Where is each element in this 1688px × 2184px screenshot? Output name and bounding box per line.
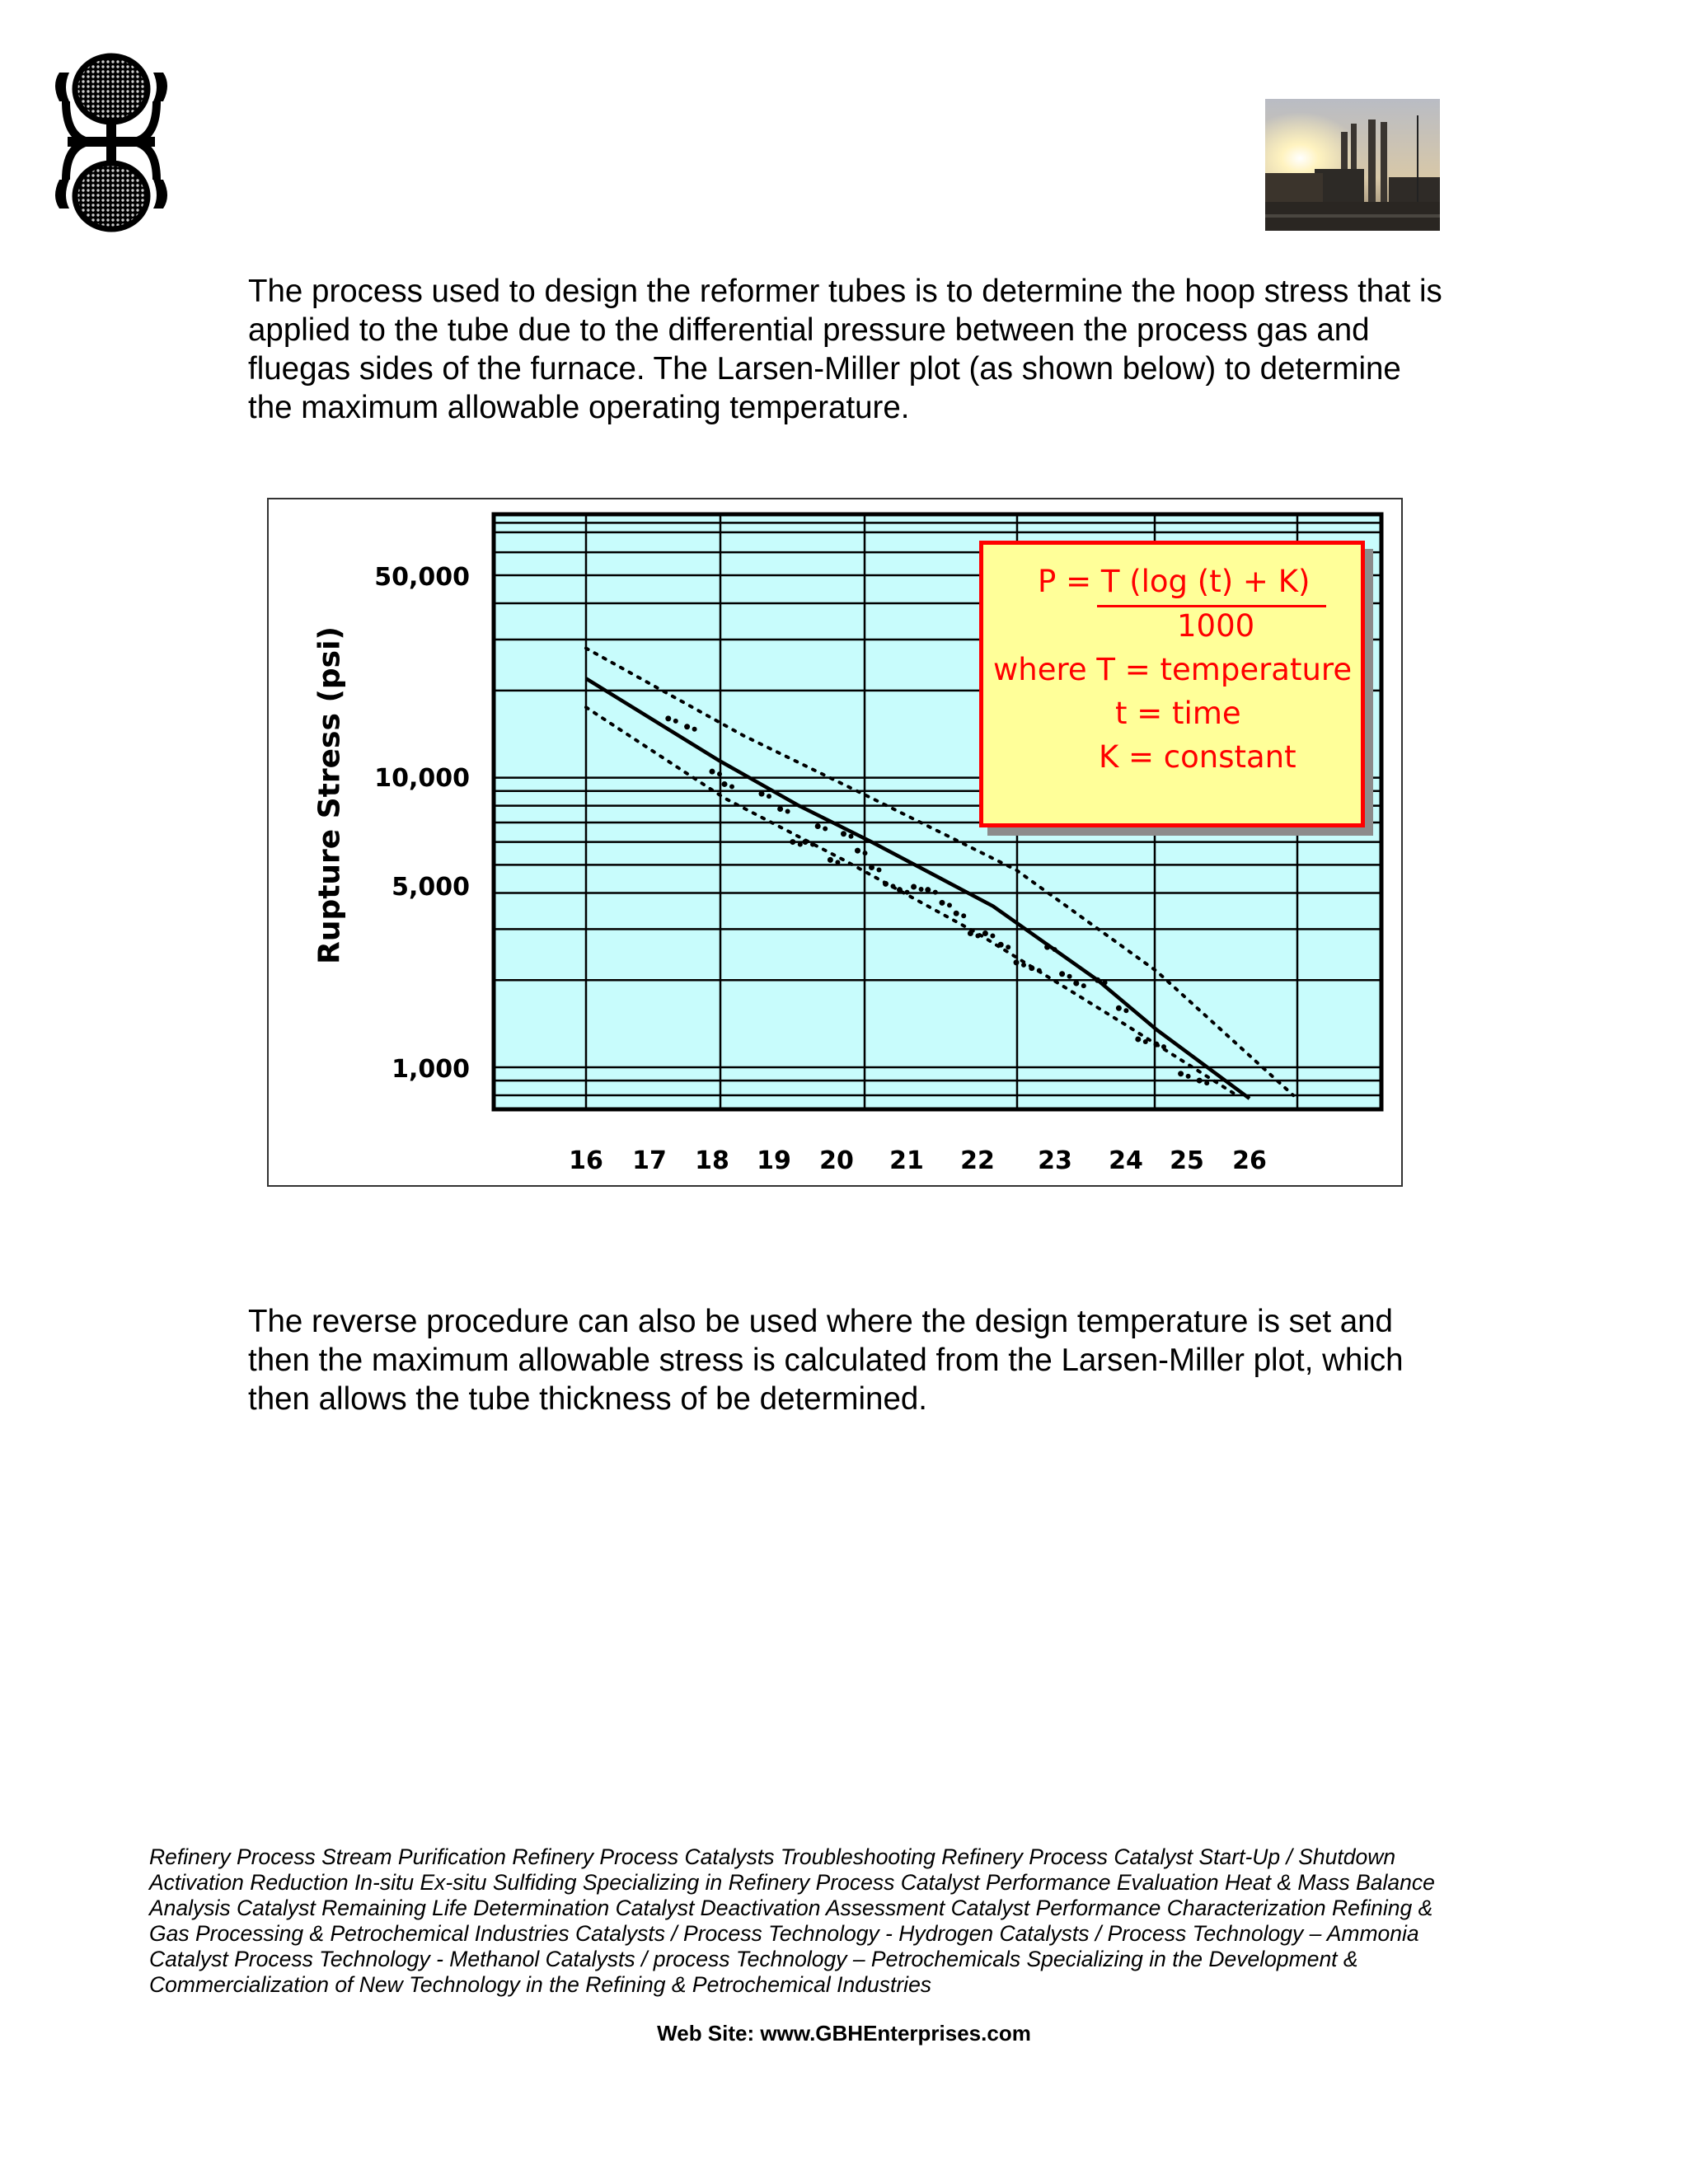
x-tick-label: 24: [1109, 1146, 1143, 1175]
data-point: [1143, 1039, 1148, 1044]
data-point: [823, 826, 828, 831]
data-point: [803, 839, 809, 845]
data-point: [798, 842, 803, 847]
data-point: [1021, 963, 1026, 968]
y-tick-label: 5,000: [392, 873, 470, 902]
data-point: [911, 883, 917, 889]
x-tick-label: 21: [889, 1146, 924, 1175]
data-point: [828, 857, 833, 863]
data-point: [1044, 944, 1050, 950]
footer-services-text: Refinery Process Stream Purification Refinery Process Catalysts Troubleshooting Refinery Process Catalyst Start-Up / Shutdown Activation Reduction In-situ Ex-situ Sulfiding Specializing in Refinery Process Catalyst Performance Evaluation Heat & Mass Balance Analysis Catalyst Remaining Life Determination Catalyst Deactivation Assessment Catalyst Performance Characterization Refining & Gas Processing & Petrochemical Industries Catalysts / Process Technology - Hydrogen Catalysts / Process Technology – Ammonia Catalyst Process Technology - Methanol Catalysts / process Technology – Petrochemicals Specializing in the Development & Commercialization of New Technology in the Refining & Petrochemical Industries: [149, 1844, 1435, 1997]
data-point: [810, 842, 815, 847]
data-point: [684, 724, 690, 729]
data-point: [722, 781, 728, 787]
data-point: [982, 930, 988, 936]
data-point: [975, 934, 980, 939]
data-point: [692, 727, 697, 732]
x-tick-label: 17: [632, 1146, 667, 1175]
x-tick-label: 25: [1170, 1146, 1204, 1175]
reverse-procedure-paragraph: The reverse procedure can also be used where the design temperature is set and then the maximum allowable stress is calculated from the Larsen-Miller plot, which then allows the tube thickness of be determined.: [248, 1304, 1404, 1417]
data-point: [759, 791, 765, 797]
data-point: [954, 911, 959, 916]
x-tick-label: 16: [569, 1146, 603, 1175]
footer-website: Web Site: www.GBHEnterprises.com: [657, 2021, 1031, 2046]
data-point: [717, 771, 722, 776]
data-point: [897, 887, 903, 893]
y-tick-label: 1,000: [392, 1055, 470, 1084]
formula-box: [979, 541, 1365, 827]
data-point: [1037, 968, 1042, 973]
data-point: [673, 719, 678, 724]
data-point: [767, 794, 771, 799]
data-point: [1081, 983, 1086, 988]
data-point: [1029, 965, 1034, 971]
data-point: [933, 890, 938, 895]
x-tick-label: 26: [1232, 1146, 1267, 1175]
data-point: [998, 942, 1004, 948]
refinery-photo: [1265, 99, 1440, 231]
data-point: [1059, 971, 1065, 977]
x-tick-label: 18: [695, 1146, 729, 1175]
data-point: [790, 839, 795, 845]
data-point: [1178, 1071, 1184, 1076]
data-point: [1154, 1042, 1160, 1047]
y-tick-label: 50,000: [374, 563, 470, 592]
data-point: [1067, 974, 1072, 979]
data-point: [835, 860, 840, 865]
data-point: [869, 865, 874, 870]
data-point: [1186, 1074, 1191, 1079]
data-point: [1103, 980, 1108, 985]
formula-line-time: t = time: [1115, 696, 1241, 731]
data-point: [919, 887, 924, 892]
data-point: [968, 930, 973, 936]
x-tick-label: 20: [819, 1146, 854, 1175]
intro-paragraph: The process used to design the reformer tubes is to determine the hoop stress that is applied to the tube due to the differential pressure between the process gas and fluegas sides of the furnace. The Larsen-Miller plot (as shown below) to determine the maximum allowable operating temperature.: [248, 274, 1442, 425]
data-point: [925, 887, 931, 893]
data-point: [1123, 1008, 1128, 1013]
y-axis-label: Rupture Stress (psi): [312, 626, 347, 964]
formula-line-temperature: where T = temperature: [993, 652, 1353, 687]
data-point: [1095, 977, 1100, 983]
data-point: [1197, 1078, 1203, 1084]
data-point: [883, 881, 889, 887]
data-point: [855, 848, 860, 854]
data-point: [710, 769, 715, 775]
y-tick-label: 10,000: [374, 764, 470, 793]
data-point: [815, 823, 821, 829]
data-point: [961, 913, 966, 918]
formula-fraction-bar: [1097, 562, 1326, 607]
data-point: [777, 806, 783, 812]
data-point: [990, 934, 995, 939]
data-point: [863, 851, 868, 855]
data-point: [940, 900, 945, 906]
data-point: [1204, 1080, 1209, 1085]
data-point: [841, 831, 846, 837]
data-point: [1135, 1036, 1141, 1042]
data-point: [1053, 947, 1057, 952]
data-point: [729, 784, 734, 789]
x-tick-label: 22: [960, 1146, 995, 1175]
data-point: [785, 809, 790, 814]
data-point: [905, 890, 910, 895]
data-point: [1116, 1005, 1122, 1011]
data-point: [891, 883, 896, 888]
data-point: [665, 715, 671, 721]
data-point: [947, 902, 952, 907]
data-point: [1014, 959, 1020, 965]
x-tick-label: 23: [1038, 1146, 1072, 1175]
x-tick-label: 19: [757, 1146, 791, 1175]
company-logo: [51, 40, 175, 237]
data-point: [877, 867, 882, 872]
data-point: [1006, 944, 1010, 949]
formula-denominator: 1000: [1177, 608, 1255, 644]
formula-line-constant: K = constant: [1099, 739, 1296, 775]
formula-equation: P = T (log (t) + K): [1038, 564, 1311, 599]
data-point: [1073, 981, 1079, 987]
data-point: [849, 834, 854, 839]
data-point: [1161, 1044, 1166, 1049]
